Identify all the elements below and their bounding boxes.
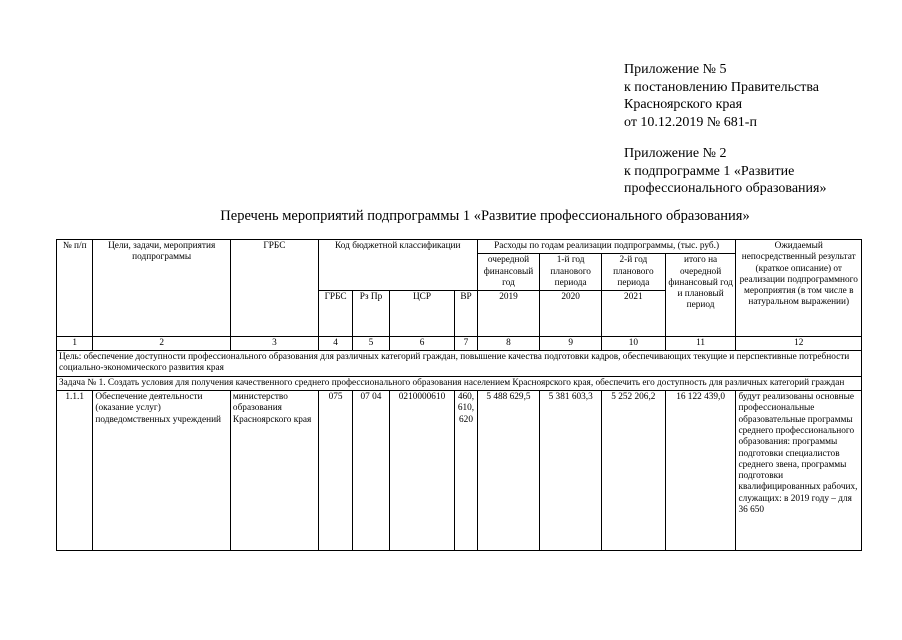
column-number: 4	[318, 337, 352, 351]
row-rzpr: 07 04	[353, 391, 389, 551]
appendix-2-header	[624, 145, 826, 198]
column-number: 3	[230, 337, 318, 351]
header-budget-code: Код бюджетной классификации	[318, 240, 477, 291]
row-value-2019: 5 488 629,5	[477, 391, 540, 551]
row-num: 1.1.1	[57, 391, 93, 551]
header-year-2021: 2021	[602, 291, 666, 337]
appendix-line: к подпрограмме 1 «Развитие	[624, 163, 795, 179]
header-num: № п/п	[57, 240, 93, 337]
appendix-line: к постановлению Правительства	[624, 79, 820, 95]
column-number: 1	[57, 337, 93, 351]
column-number: 11	[665, 337, 736, 351]
column-number: 5	[353, 337, 389, 351]
column-number: 8	[477, 337, 540, 351]
table-row	[57, 391, 862, 551]
column-number: 2	[93, 337, 231, 351]
goal-row: Цель: обеспечение доступности профессионального образования для различных категорий граждан, повышение качества подготовки кадров, обеспечивающих текущие и перспективные потребности социально-экономического развития края	[57, 351, 862, 377]
column-number: 7	[455, 337, 477, 351]
row-value-2020: 5 381 603,3	[540, 391, 602, 551]
header-plan-year-1: 1-й год планового периода	[540, 254, 602, 291]
appendix-line: Приложение № 2	[624, 146, 727, 161]
row-value-2021: 5 252 206,2	[602, 391, 666, 551]
measures-table	[56, 239, 862, 551]
row-grbs: министерство образования Красноярского края	[230, 391, 318, 551]
header-grbs: ГРБС	[230, 240, 318, 337]
row-vr: 460, 610, 620	[455, 391, 477, 551]
column-number: 6	[389, 337, 455, 351]
header-plan-year-2: 2-й год планового периода	[602, 254, 666, 291]
header-goals: Цели, задачи, мероприятия подпрограммы	[93, 240, 231, 337]
column-number: 9	[540, 337, 602, 351]
task-row: Задача № 1. Создать условия для получения качественного среднего профессионального образования населением Красноярского края, обеспечить его доступность для различных категорий граждан	[57, 376, 862, 390]
row-name: Обеспечение деятельности (оказание услуг) подведомственных учреждений	[93, 391, 231, 551]
header-expenses: Расходы по годам реализации подпрограммы, (тыс. руб.)	[477, 240, 736, 254]
row-result: будут реализованы основные профессиональные образовательные программы среднего профессионального образования: программы подготовки специалистов среднего звена, программы подготовки квалифицированных рабочих, служащих: в 2019 году – для 36 650	[736, 391, 862, 551]
row-grbs-code: 075	[318, 391, 352, 551]
header-year-2019: 2019	[477, 291, 540, 337]
header-code-rzpr: Рз Пр	[353, 291, 389, 337]
appendix-line: от 10.12.2019 № 681-п	[624, 114, 757, 130]
header-result: Ожидаемый непосредственный результат (краткое описание) от реализации подпрограммного мероприятия (в том числе в натуральном выражении)	[736, 240, 862, 337]
appendix-line: Приложение № 5	[624, 62, 727, 77]
row-value-total: 16 122 439,0	[665, 391, 736, 551]
header-code-grbs: ГРБС	[318, 291, 352, 337]
header-current-year: очередной финансовый год	[477, 254, 540, 291]
header-code-csr: ЦСР	[389, 291, 455, 337]
column-number: 10	[602, 337, 666, 351]
appendix-5-header	[624, 61, 819, 131]
document-title: Перечень мероприятий подпрограммы 1 «Развитие профессионального образования»	[220, 208, 750, 224]
appendix-line: Красноярского края	[624, 97, 743, 112]
header-year-2020: 2020	[540, 291, 602, 337]
header-total: итого на очередной финансовый год и плановый период	[665, 254, 736, 337]
header-code-vr: ВР	[455, 291, 477, 337]
appendix-line: профессионального образования»	[624, 181, 827, 196]
column-number: 12	[736, 337, 862, 351]
row-csr: 0210000610	[389, 391, 455, 551]
